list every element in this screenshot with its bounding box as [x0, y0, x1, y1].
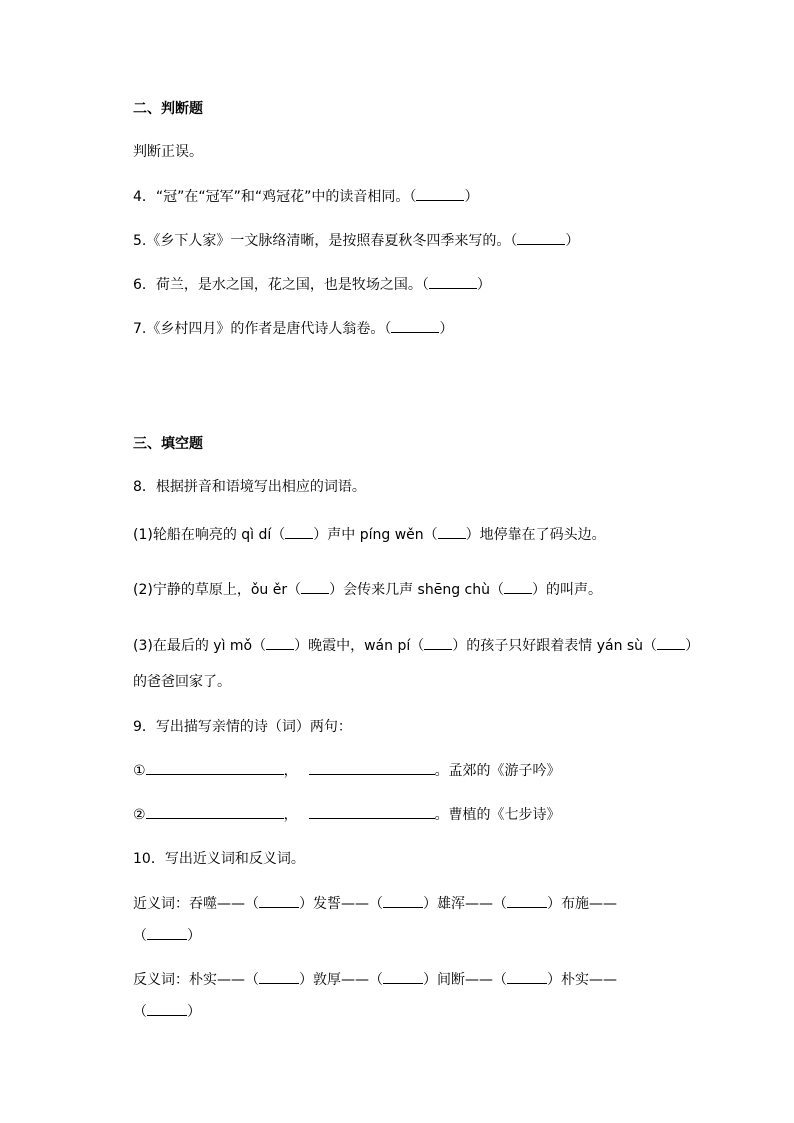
poem-blank-2b[interactable]: [309, 805, 435, 819]
answer-blank-shengchu[interactable]: [504, 580, 532, 594]
antonym-blank-3[interactable]: [507, 970, 547, 984]
question-6-text: 6．荷兰，是水之国，花之国，也是牧场之国。（: [133, 277, 429, 293]
question-8-2: [133, 580, 602, 599]
section-2-heading: 二、判断题: [133, 101, 203, 117]
answer-blank-6[interactable]: [429, 275, 477, 289]
comma: ，: [283, 807, 298, 823]
question-4: [133, 187, 478, 206]
paren-close: ）: [464, 189, 479, 205]
synonyms-row: [133, 894, 617, 913]
poem-blank-1b[interactable]: [309, 761, 435, 775]
answer-blank-yimo[interactable]: [266, 636, 294, 650]
antonyms-label: 反义词：: [133, 972, 189, 988]
question-7-text: 7.《乡村四月》的作者是唐代诗人翁卷。（: [133, 321, 392, 337]
question-9-prompt: 9．写出描写亲情的诗（词）两句：: [133, 719, 352, 735]
row-number: ②: [133, 807, 146, 823]
ant-text-c: ）间断——（: [423, 972, 507, 988]
q8-1-text-c: ）地停靠在了码头边。: [465, 527, 606, 543]
answer-blank-pingwen[interactable]: [438, 525, 466, 539]
answer-blank-5[interactable]: [517, 231, 565, 245]
ant-text-b: ）敦厚——（: [299, 972, 383, 988]
paren-close: ）: [439, 321, 454, 337]
syn-text-a: 吞噬——（: [189, 896, 259, 912]
question-8-prompt: 8．根据拼音和语境写出相应的词语。: [133, 479, 366, 495]
q8-2-text-a: (2)宁静的草原上，ǒu ěr（: [133, 582, 302, 598]
synonyms-label: 近义词：: [133, 896, 189, 912]
q8-2-text-c: ）的叫声。: [531, 582, 602, 598]
antonyms-row-continued: [133, 1002, 201, 1021]
antonym-blank-2[interactable]: [383, 970, 423, 984]
answer-blank-qidi[interactable]: [285, 525, 313, 539]
section-3-heading: 三、填空题: [133, 436, 203, 452]
synonyms-row-continued: [133, 926, 201, 945]
question-9-row-1: [133, 761, 561, 780]
answer-blank-4[interactable]: [416, 187, 464, 201]
paren-open: （: [133, 928, 147, 944]
q8-1-text-b: ）声中 píng wěn（: [313, 527, 438, 543]
answer-blank-ouer[interactable]: [301, 580, 329, 594]
q8-3-text-b: ）晚霞中，wán pí（: [294, 638, 425, 654]
q8-3-text-c: ）的孩子只好跟着表情 yán sù（: [452, 638, 658, 654]
paren-close: ）: [476, 277, 491, 293]
paren-open: （: [133, 1004, 147, 1020]
synonym-blank-3[interactable]: [507, 894, 547, 908]
question-8-3: [133, 636, 699, 655]
answer-blank-yansu[interactable]: [657, 636, 685, 650]
paren-close: ）: [187, 1004, 201, 1020]
ant-text-a: 朴实——（: [189, 972, 259, 988]
q8-3-text-d: ）: [685, 638, 700, 654]
q8-1-text-a: (1)轮船在响亮的 qì dí（: [133, 527, 286, 543]
antonym-blank-1[interactable]: [259, 970, 299, 984]
poem-source-1: 。孟郊的《游子吟》: [434, 763, 561, 779]
question-5: [133, 231, 579, 250]
syn-text-c: ）雄浑——（: [423, 896, 507, 912]
poem-blank-1a[interactable]: [146, 761, 284, 775]
question-8-3-continued: 的爸爸回家了。: [133, 674, 231, 690]
paren-close: ）: [187, 928, 201, 944]
question-7: [133, 319, 453, 338]
synonym-blank-4[interactable]: [147, 926, 187, 940]
q8-2-text-b: ）会传来几声 shēng chù（: [329, 582, 504, 598]
section-2-instruction: 判断正误。: [133, 144, 203, 160]
syn-text-d: ）布施——: [547, 896, 617, 912]
antonym-blank-4[interactable]: [147, 1002, 187, 1016]
question-9-row-2: [133, 805, 561, 824]
q8-3-text-a: (3)在最后的 yì mǒ（: [133, 638, 267, 654]
question-6: [133, 275, 491, 294]
question-8-1: [133, 525, 606, 544]
antonyms-row: [133, 970, 617, 989]
answer-blank-wanpi[interactable]: [424, 636, 452, 650]
ant-text-d: ）朴实——: [547, 972, 617, 988]
poem-blank-2a[interactable]: [146, 805, 284, 819]
syn-text-b: ）发誓——（: [299, 896, 383, 912]
poem-source-2: 。曹植的《七步诗》: [434, 807, 561, 823]
comma: ，: [283, 763, 298, 779]
answer-blank-7[interactable]: [391, 319, 439, 333]
paren-close: ）: [565, 233, 580, 249]
synonym-blank-1[interactable]: [259, 894, 299, 908]
synonym-blank-2[interactable]: [383, 894, 423, 908]
question-10-prompt: 10．写出近义词和反义词。: [133, 851, 305, 867]
question-5-text: 5.《乡下人家》一文脉络清晰，是按照春夏秋冬四季来写的。（: [133, 233, 518, 249]
question-4-text: 4．“冠”在“冠军”和“鸡冠花”中的读音相同。（: [133, 189, 417, 205]
row-number: ①: [133, 763, 146, 779]
